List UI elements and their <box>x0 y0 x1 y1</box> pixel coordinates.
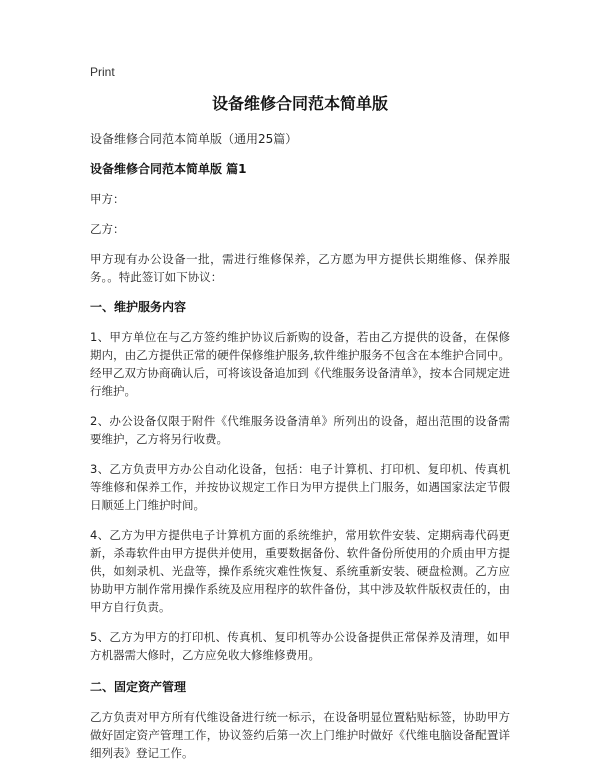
service-item-2: 2、办公设备仅限于附件《代维服务设备清单》所列出的设备，超出范围的设备需要维护，乙方将另行收费。 <box>90 414 510 446</box>
party-a-line: 甲方： <box>90 192 125 206</box>
print-label: Print <box>90 65 115 79</box>
intro-paragraph: 甲方现有办公设备一批，需进行维修保养，乙方愿为甲方提供长期维修、保养服务。。特此签订如下协议： <box>90 252 510 284</box>
service-item-4: 4、乙方为甲方提供电子计算机方面的系统维护，常用软件安装、定期病毒代码更新，杀毒软件由甲方提供并使用，重要数据备份、软件备份所使用的介质由甲方提供，如刻录机、光盘等，操作系统灾难性恢复、系统重新安装、硬盘检测。乙方应协助甲方制作常用操作系统及应用程序的软件备份，其中涉及软件版权责任的，由甲方自行负责。 <box>90 528 510 614</box>
party-b-line: 乙方： <box>90 222 125 236</box>
document-title: 设备维修合同范本简单版 <box>211 94 388 113</box>
section-heading-assets: 二、固定资产管理 <box>90 680 187 694</box>
section-heading-service: 一、维护服务内容 <box>90 300 187 314</box>
document-subtitle: 设备维修合同范本简单版（通用25篇） <box>90 132 298 146</box>
assets-paragraph: 乙方负责对甲方所有代维设备进行统一标示，在设备明显位置粘贴标签，协助甲方做好固定资产管理工作，协议签约后第一次上门维护时做好《代维电脑设备配置详细列表》登记工作。 <box>90 710 510 760</box>
service-item-5: 5、乙方为甲方的打印机、传真机、复印机等办公设备提供正常保养及清理，如甲方机器需大修时，乙方应免收大修维修费用。 <box>90 630 510 662</box>
service-item-1: 1、甲方单位在与乙方签约维护协议后新购的设备，若由乙方提供的设备，在保修期内，由乙方提供正常的硬件保修维护服务,软件维护服务不包含在本维护合同中。经甲乙双方协商确认后，可将该设备追加到《代维服务设备清单》，按本合同规定进行维护。 <box>90 330 510 398</box>
service-item-3: 3、乙方负责甲方办公自动化设备，包括：电子计算机、打印机、复印机、传真机等维修和保养工作，并按协议规定工作日为甲方提供上门服务，如遇国家法定节假日顺延上门维护时间。 <box>90 462 510 512</box>
article-heading: 设备维修合同范本简单版 篇1 <box>90 162 247 176</box>
